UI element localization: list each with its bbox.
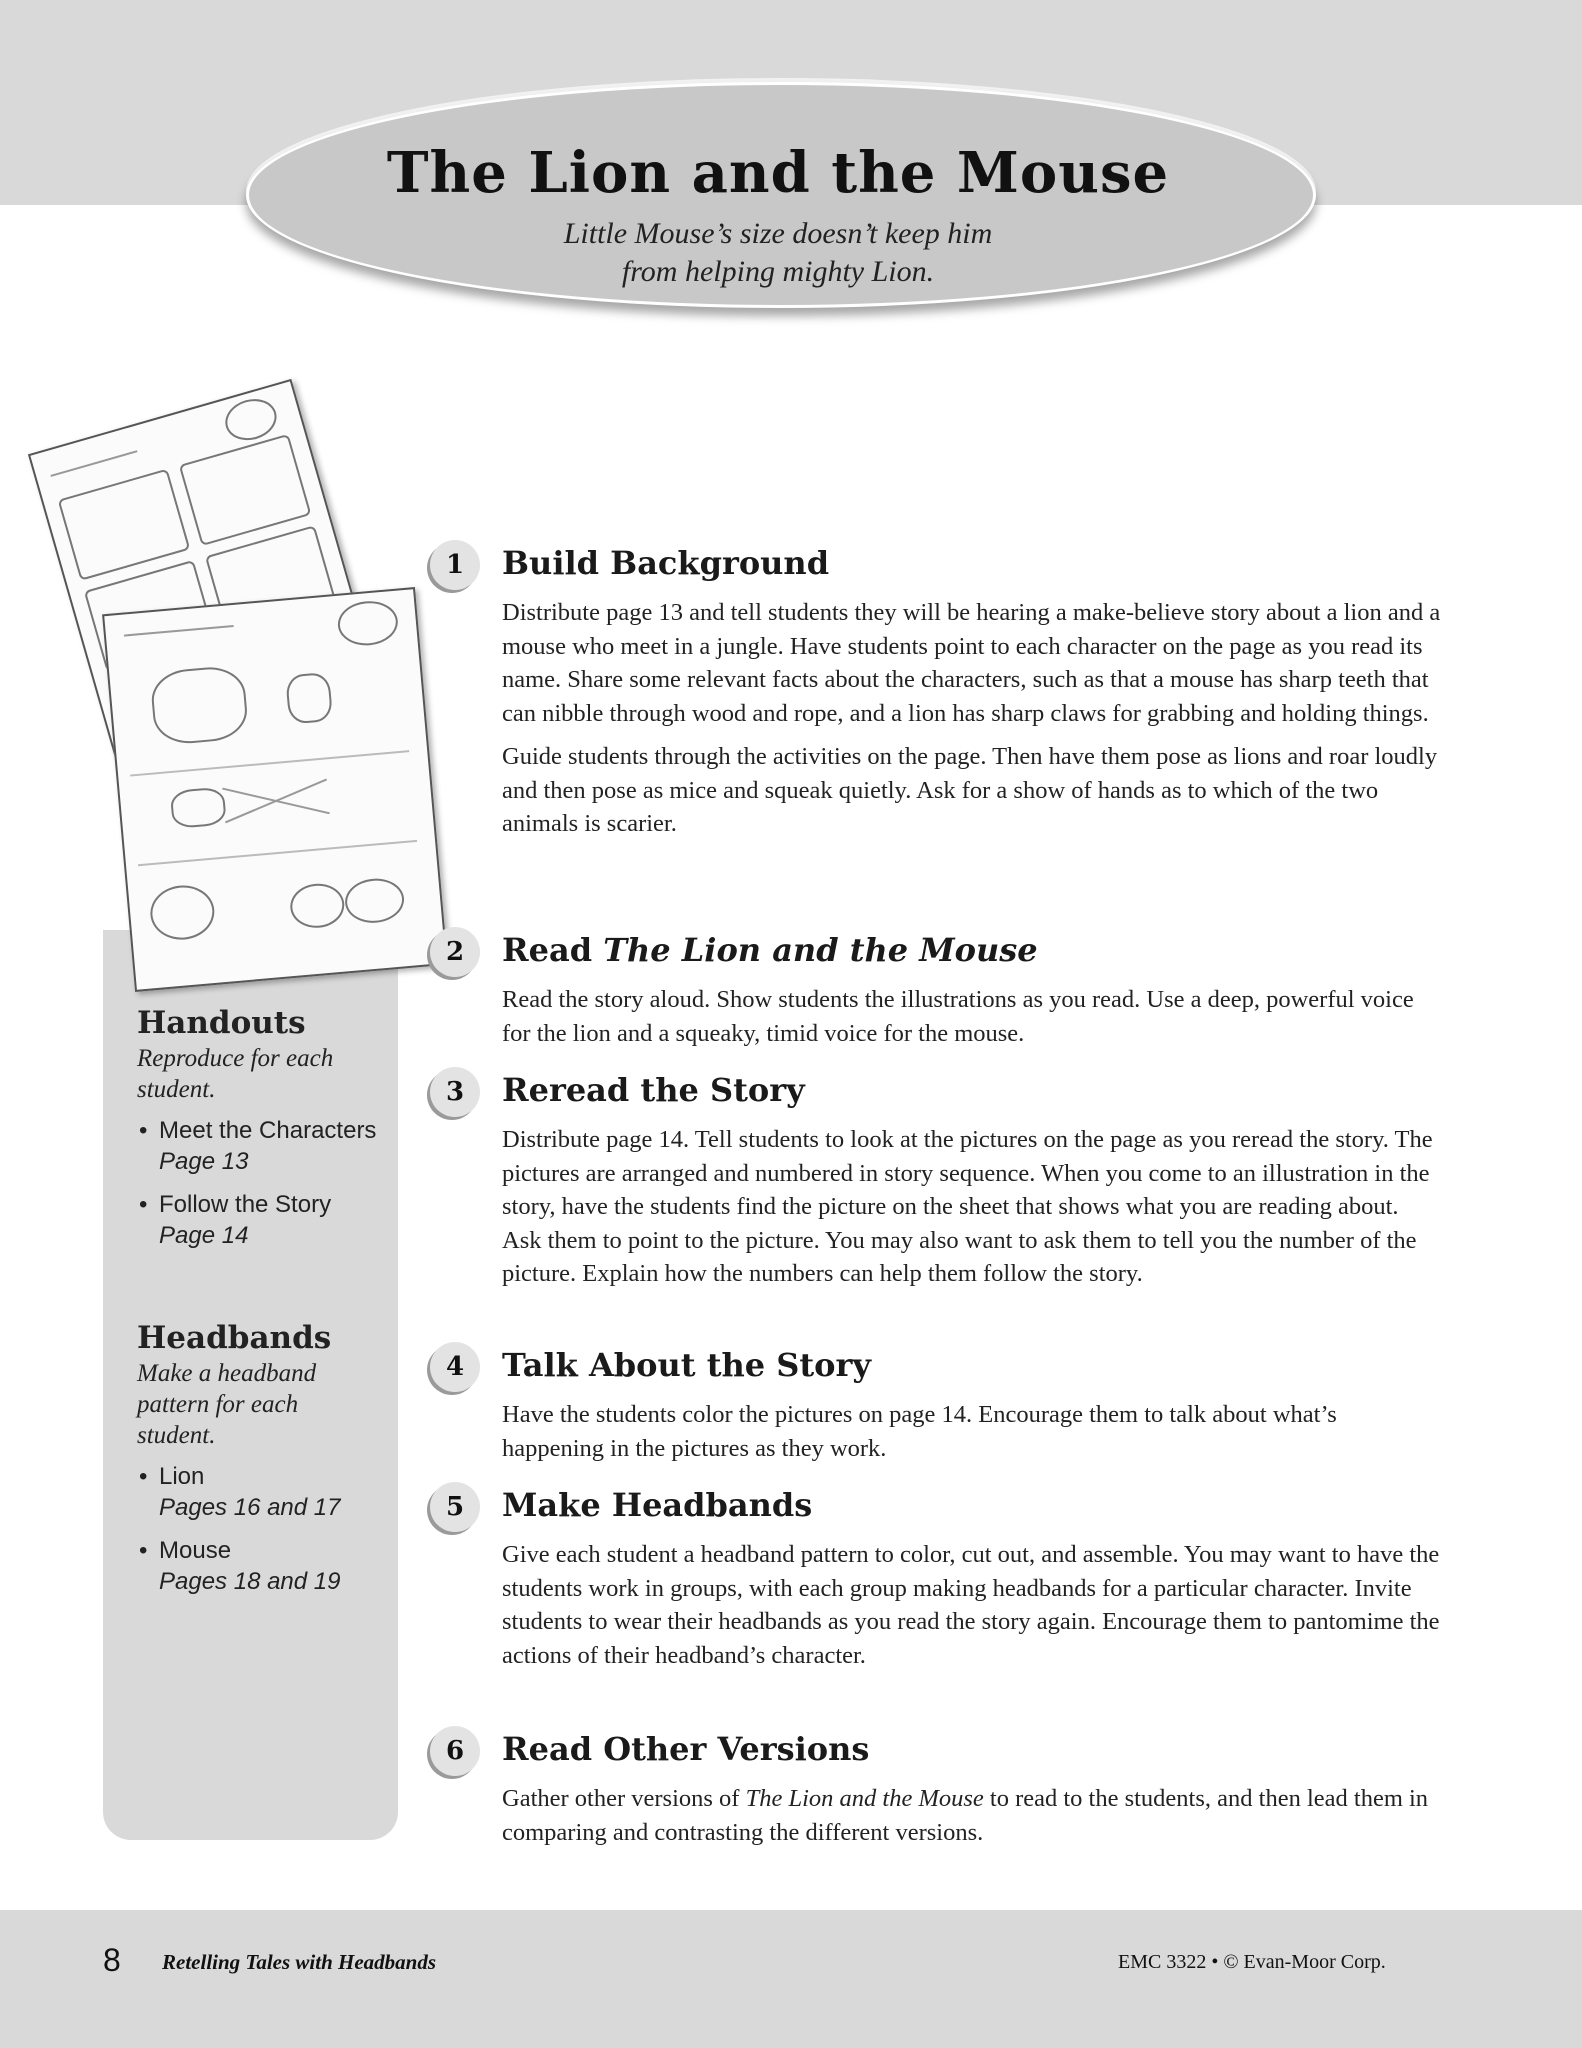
page-number: 8 <box>103 1942 121 1978</box>
step-number-badge: 6 <box>430 1726 480 1776</box>
step-number-badge: 2 <box>430 927 480 977</box>
list-item-page: Pages 18 and 19 <box>159 1568 341 1595</box>
step-title-book: The Lion and the Mouse <box>603 931 1038 969</box>
subtitle-line-2: from helping mighty Lion. <box>621 255 935 288</box>
page-title: The Lion and the Mouse <box>386 140 1170 206</box>
meet-the-characters-thumbnail <box>102 587 448 992</box>
step-body <box>502 1123 1442 1301</box>
subtitle-line-1: Little Mouse’s size doesn’t keep him <box>563 217 993 250</box>
paragraph-book-title: The Lion and the Mouse <box>745 1785 984 1812</box>
step-paragraph: Read the story aloud. Show students the illustrations as you read. Use a deep, powerful voice for the lion and a squeaky, timid voice for the mouse. <box>502 986 1414 1047</box>
step-body <box>502 1782 1442 1859</box>
step-title: Build Background <box>502 544 830 582</box>
headbands-section <box>137 1320 382 1609</box>
list-item-label: Meet the Characters <box>159 1117 377 1144</box>
list-item-page: Page 14 <box>159 1222 249 1249</box>
list-item-page: Pages 16 and 17 <box>159 1494 341 1521</box>
list-item <box>137 1535 382 1597</box>
step-body <box>502 1398 1442 1475</box>
step-number-badge: 3 <box>430 1067 480 1117</box>
step-title: Make Headbands <box>502 1486 813 1524</box>
paragraph-text: to read to the students, and then lead them in comparing and contrasting the different versions. <box>502 1785 1429 1846</box>
step-paragraph: Give each student a headband pattern to color, cut out, and assemble. You may want to have the students work in groups, with each group making headbands for a particular character. Invite students to wear their headbands as you read the story again. Encourage them to pantomime the actions of their headband’s character. <box>502 1541 1440 1669</box>
list-item-label: Mouse <box>159 1537 232 1564</box>
step-title <box>502 931 1038 969</box>
step-body <box>502 596 1442 851</box>
list-item-label: Lion <box>159 1463 205 1490</box>
list-item <box>137 1115 382 1177</box>
footer-band <box>0 1910 1582 2048</box>
handouts-heading: Handouts <box>137 1005 306 1041</box>
step-paragraph: Distribute page 13 and tell students they will be hearing a make-believe story about a lion and a mouse who meet in a jungle. Have students point to each character on the page as you read its name. Share some relevant facts about the characters, such as that a mouse has sharp teeth that can nibble through wood and rope, and a lion has sharp claws for grabbing and holding things. <box>502 599 1441 727</box>
list-item <box>137 1189 382 1251</box>
step-body <box>502 1538 1442 1682</box>
copyright: EMC 3322 • © Evan-Moor Corp. <box>1118 1951 1386 1973</box>
list-item-label: Follow the Story <box>159 1191 332 1218</box>
handouts-list <box>137 1115 382 1251</box>
headbands-subtext: Make a headband pattern for each student. <box>137 1360 317 1449</box>
headbands-heading: Headbands <box>137 1320 332 1356</box>
step-title: Reread the Story <box>502 1071 805 1109</box>
paragraph-text: Gather other versions of <box>502 1785 746 1812</box>
step-title: Talk About the Story <box>502 1346 871 1384</box>
step-paragraph: Have the students color the pictures on page 14. Encourage them to talk about what’s happening in the pictures as they work. <box>502 1401 1337 1462</box>
step-number-badge: 5 <box>430 1482 480 1532</box>
headbands-list <box>137 1461 382 1597</box>
step-title-prefix: Read <box>502 931 604 969</box>
step-body <box>502 983 1442 1060</box>
list-item <box>137 1461 382 1523</box>
book-title: Retelling Tales with Headbands <box>162 1950 437 1974</box>
page-subtitle <box>246 215 1310 291</box>
step-number-badge: 4 <box>430 1342 480 1392</box>
step-number-badge: 1 <box>430 540 480 590</box>
step-title: Read Other Versions <box>502 1730 870 1768</box>
step-paragraph <box>502 1782 1442 1849</box>
step-paragraph: Distribute page 14. Tell students to look at the pictures on the page as you reread the story. The pictures are arranged and numbered in story sequence. When you come to an illustration in the story, have the students find the picture on the sheet that shows what you are reading about. Ask them to point to the picture. You may also want to ask them to tell you the number of the picture. Explain how the numbers can help them follow the story. <box>502 1126 1433 1287</box>
handouts-subtext: Reproduce for each student. <box>137 1045 334 1103</box>
step-paragraph: Guide students through the activities on the page. Then have them pose as lions and roar loudly and then pose as mice and squeak quietly. Ask for a show of hands as to which of the two animals is scarier. <box>502 743 1438 837</box>
list-item-page: Page 13 <box>159 1148 249 1175</box>
handouts-section <box>137 1005 382 1263</box>
